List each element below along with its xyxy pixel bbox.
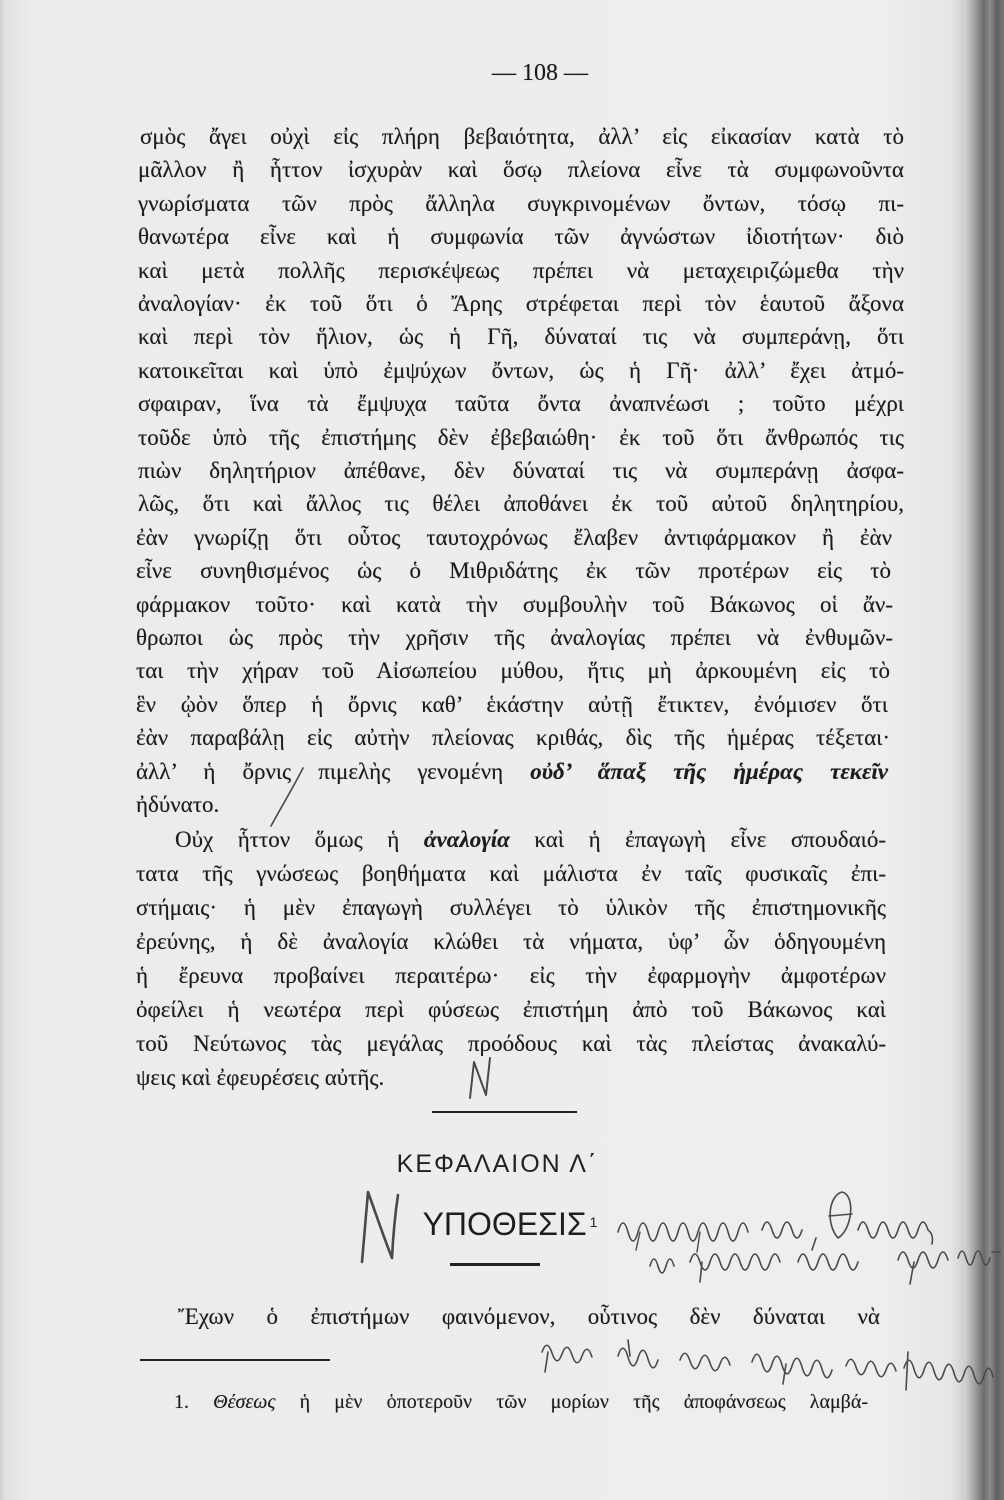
text-line [136,757,888,787]
text-line: ἐὰν παραβάλῃ εἰς αὐτὴν πλείονας κριθάς, δὶς τῆς ἡμέρας τέξεται· [136,725,890,750]
text-line: ἐρεύνης, ἡ δὲ ἀναλογία κλώθει τὰ νήματα, ὑφ’ ὧν ὁδηγουμένη [136,929,886,954]
text-line: στήμαις· ἡ μὲν ἐπαγωγὴ συλλέγει τὸ ὑλικὸν τῆς ἐπιστημονικῆς [136,895,886,920]
text-line: ὀφείλει ἡ νεωτέρα περὶ φύσεως ἐπιστήμη ἀπὸ τοῦ Βάκωνος καὶ [136,997,886,1022]
text-line: τοῦ Νεύτωνος τὰς μεγάλας προόδους καὶ τὰς πλείστας ἀνακαλύ- [136,1031,886,1056]
text-line [175,825,886,855]
handwriting-scribble [650,1259,674,1273]
text-line: ἓν ᾠὸν ὅπερ ἡ ὄρνις καθ’ ἑκάστην αὐτῇ ἔτικτεν, ἐνόμισεν ὅτι [136,692,888,717]
text-line: ψεις καὶ ἐφευρέσεις αὐτῆς. [136,1065,385,1090]
handwriting-scribble [858,1222,933,1244]
handwriting-scribble [762,1222,802,1238]
handwriting-scribble [846,1359,896,1377]
text-line: ται τὴν χήραν τοῦ Αἰσωπείου μύθου, ἥτις μὴ ἀρκουμένη εἰς τὸ [136,658,890,683]
text-segment: καὶ ἡ ἐπαγωγὴ εἶνε σπουδαιό- [534,827,887,852]
emphasized-text: οὐδ’ ἅπαξ τῆς ἡμέρας τεκεῖν [530,759,888,784]
pencil-n-mark [470,1058,490,1098]
handwriting-scribble [636,1232,700,1252]
text-line: πιὼν δηλητήριον ἀπέθανε, δὲν δύναταί τις νὰ συμπεράνῃ ἀσφα- [138,458,904,483]
handwriting-scribble [904,1352,993,1390]
text-line: τοῦδε ὑπὸ τῆς ἐπιστήμης δὲν ἐβεβαιώθη· ἐκ τοῦ ὅτι ἄνθρωπός τις [138,425,904,450]
handwriting-scribble [690,1254,780,1282]
handwriting-scribble [618,1223,748,1241]
chapter-title-text: ΥΠΟΘΕΣΙΣ [422,1206,587,1242]
text-line: σφαιραν, ἵνα τὰ ἔμψυχα ταῦτα ὄντα ἀναπνέωσι ; τοῦτο μέχρι [138,391,904,416]
handwriting-scribble [829,1192,852,1238]
chapter-label: ΚΕΦΑΛΑΙΟΝ Λ΄ [396,1150,599,1178]
handwriting-scribble [680,1353,730,1371]
text-line: σμὸς ἄγει οὐχὶ εἰς πλήρη βεβαιότητα, ἀλλ’ εἰς εἰκασίαν κατὰ τὸ [140,124,904,149]
section-divider [432,1111,577,1113]
text-line: λῶς, ὅτι καὶ ἄλλος τις θέλει ἀποθάνει ἐκ τοῦ αὐτοῦ δηλητηρίου, [138,491,904,516]
text-line: μᾶλλον ἢ ἧττον ἰσχυρὰν καὶ ὅσῳ πλείονα εἶνε τὰ συμφωνοῦντα [138,157,904,182]
footnote-text: ἡ μὲν ὁποτεροῦν τῶν μορίων τῆς ἀποφάνσεως λαμβά- [299,1391,868,1413]
pencil-large-n-mark [362,1192,398,1262]
text-line: ἀναλογίαν· ἐκ τοῦ ὅτι ὁ Ἄρης στρέφεται περὶ τὸν ἑαυτοῦ ἄξονα [138,291,904,316]
text-line: θρωποι ὡς πρὸς τὴν χρῆσιν τῆς ἀναλογίας πρέπει νὰ ἐνθυμῶν- [136,625,893,650]
chapter-title [395,1204,625,1244]
emphasized-text: ἀναλογία [423,827,510,852]
text-line: φάρμακον τοῦτο· καὶ κατὰ τὴν συμβουλὴν τοῦ Βάκωνος οἱ ἄν- [136,592,893,617]
text-line: θανωτέρα εἶνε καὶ ἡ συμφωνία τῶν ἀγνώστων ἰδιοτήτων· διὸ [138,224,904,249]
handwriting-scribble [798,1238,858,1270]
text-line: εἶνε συνηθισμένος ὡς ὁ Μιθριδάτης ἐκ τῶν προτέρων εἰς τὸ [136,558,891,583]
text-line: γνωρίσματα τῶν πρὸς ἄλληλα συγκρινομένων ὄντων, τόσῳ πι- [138,191,904,216]
handwriting-scribble [752,1354,832,1384]
text-segment: Οὐχ ἧττον ὅμως ἡ [175,827,400,852]
handwriting-scribble [898,1252,948,1284]
text-line: τατα τῆς γνώσεως βοηθήματα καὶ μάλιστα ἐν ταῖς φυσικαῖς ἐπι- [136,861,886,886]
footnote-term: Θέσεως [213,1391,276,1413]
text-line: ἡ ἔρευνα προβαίνει περαιτέρω· εἰς τὴν ἐφαρμογὴν ἀμφοτέρων [136,963,886,988]
handwriting-scribble [542,1345,592,1372]
footnote-divider [140,1359,330,1361]
footnote-number: 1. [174,1391,189,1413]
text-line: καὶ περὶ τὸν ἥλιον, ὡς ἡ Γῆ, δύναταί τις νὰ συμπεράνῃ, ὅτι [138,324,904,349]
text-segment: ἀλλ’ ἡ ὄρνις πιμελὴς γενομένη [136,759,504,784]
text-line: ἐὰν γνωρίζῃ ὅτι οὗτος ταυτοχρόνως ἔλαβεν ἀντιφάρμακον ἢ ἐὰν [136,525,892,550]
page-number: — 108 — [492,60,588,86]
text-line: κατοικεῖται καὶ ὑπὸ ἐμψύχων ὄντων, ὡς ἡ Γῆ· ἀλλ’ ἔχει ἀτμό- [138,358,904,383]
text-line: ἠδύνατο. [136,792,220,817]
text-line: καὶ μετὰ πολλῆς περισκέψεως πρέπει νὰ μεταχειριζώμεθα τὴν [138,258,904,283]
text-line: Ἔχων ὁ ἐπιστήμων φαινόμενον, οὗτινος δὲν δύναται νὰ [178,1304,880,1329]
footnote [174,1389,868,1415]
handwriting-scribble [618,1340,658,1368]
title-underline [450,1263,540,1266]
footnote-reference: 1 [589,1214,598,1230]
handwriting-scribble [958,1251,1000,1265]
